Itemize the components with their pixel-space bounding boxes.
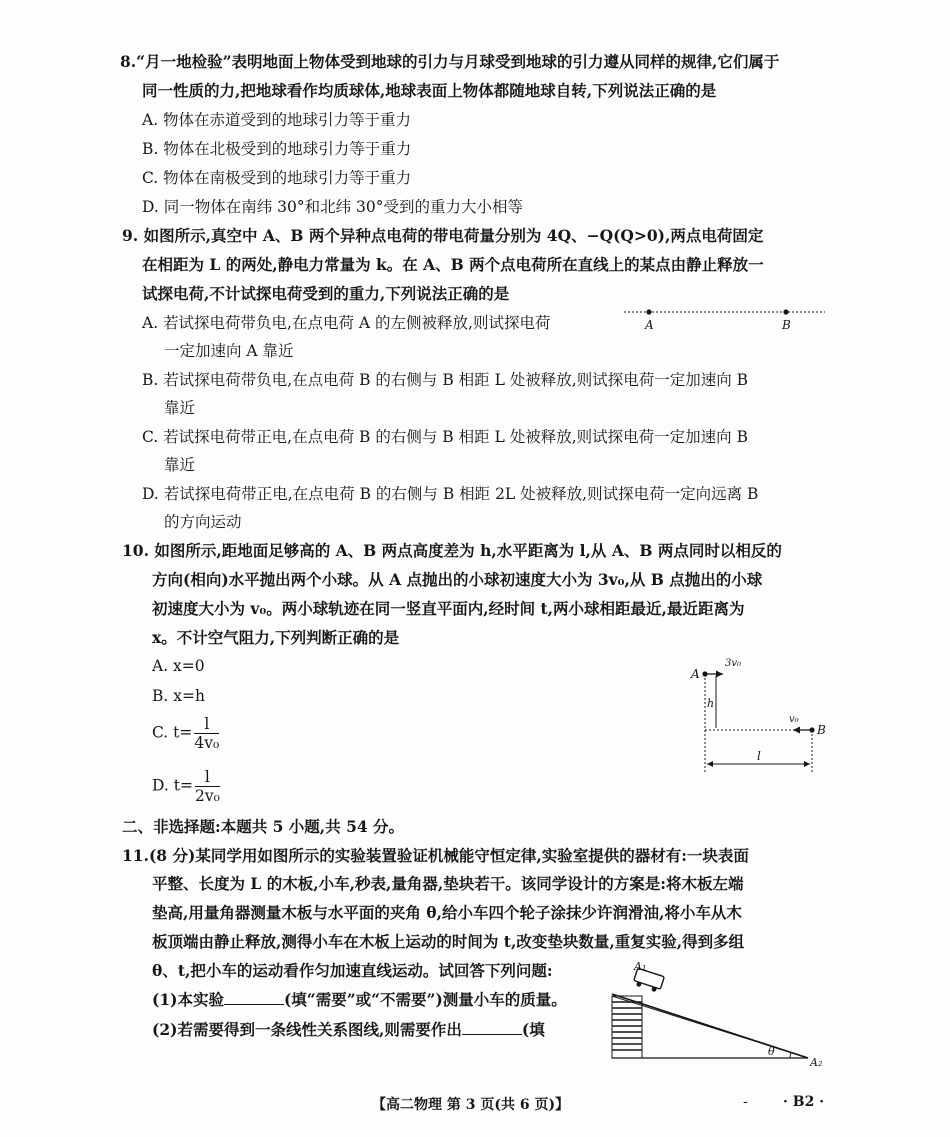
q10-option-c [152, 715, 219, 752]
footer-dash: - [743, 1094, 748, 1110]
q8-stem-line2: 同一性质的力,把地球看作均质球体,地球表面上物体都随地球自转,下列说法正确的是 [142, 81, 717, 100]
q10-label-a: A [691, 667, 700, 681]
q11-part2-suffix: (填 [521, 1020, 545, 1039]
q10-option-a: A. x=0 [152, 657, 205, 675]
q11-label-a1: A₁ [634, 960, 647, 973]
q9-stem-line3: 试探电荷,不计试探电荷受到的重力,下列说法正确的是 [142, 284, 510, 303]
q11-part1 [152, 988, 567, 1012]
q9-option-d-line2: 的方向运动 [164, 513, 242, 531]
section2-heading: 二、非选择题:本题共 5 小题,共 54 分。 [122, 817, 405, 836]
q10-label-b: B [817, 723, 826, 737]
q11-part2-blank[interactable] [462, 1020, 522, 1035]
q8-option-c: C. 物体在南极受到的地球引力等于重力 [142, 169, 412, 187]
q11-line3: 垫高,用量角器测量木板与水平面的夹角 θ,给小车四个轮子涂抹少许润滑油,将小车从木 [152, 903, 742, 922]
q10-stem-line2: 方向(相向)水平抛出两个小球。从 A 点抛出的小球初速度大小为 3v₀,从 B 点抛出的小球 [152, 570, 763, 589]
q8-stem-line1: 8.“月一地检验”表明地面上物体受到地球的引力与月球受到地球的引力遵从同样的规律,它们属于 [120, 52, 780, 71]
q9-stem-line1: 9. 如图所示,真空中 A、B 两个异种点电荷的带电荷量分别为 4Q、−Q(Q>0),两点电荷固定 [122, 226, 764, 245]
q9-option-a-line1: A. 若试探电荷带负电,在点电荷 A 的左侧被释放,则试探电荷 [142, 314, 551, 332]
q11-line4: 板顶端由静止释放,测得小车在木板上运动的时间为 t,改变垫块数量,重复实验,得到多组 [152, 932, 745, 951]
q11-label-a2: A₂ [810, 1056, 823, 1069]
q8-option-b: B. 物体在北极受到的地球引力等于重力 [142, 140, 412, 158]
q9-option-c-line2: 靠近 [164, 456, 196, 474]
q9-option-b-line1: B. 若试探电荷带负电,在点电荷 B 的右侧与 B 相距 L 处被释放,则试探电荷一定加速向 B [142, 371, 749, 389]
q9-option-d-line1: D. 若试探电荷带正电,在点电荷 B 的右侧与 B 相距 2L 处被释放,则试探电荷一定向远离 B [142, 485, 759, 503]
q10-stem-line1: 10. 如图所示,距地面足够高的 A、B 两点高度差为 h,水平距离为 l,从 A、B 两点同时以相反的 [122, 541, 782, 560]
q11-block-stack [612, 996, 642, 1058]
q9-option-a-line2: 一定加速向 A 靠近 [164, 342, 294, 360]
q9-charge-diagram [620, 300, 830, 340]
q9-stem-line2: 在相距为 L 的两处,静电力常量为 k。在 A、B 两个点电荷所在直线上的某点由静止释放一 [142, 255, 764, 274]
q9-option-b-line2: 靠近 [164, 399, 196, 417]
q10-stem-line3: 初速度大小为 v₀。两小球轨迹在同一竖直平面内,经时间 t,两小球相距最近,最近距离为 [152, 599, 745, 618]
q10-label-vb: v₀ [789, 714, 799, 725]
q11-part2-prefix: (2)若需要得到一条线性关系图线,则需要作出 [152, 1020, 462, 1039]
q11-part1-prefix: (1)本实验 [152, 990, 224, 1009]
q11-line2: 平整、长度为 L 的木板,小车,秒表,量角器,垫块若干。该同学设计的方案是:将木板左端 [152, 874, 744, 893]
q9-label-b: B [782, 318, 791, 332]
q10-option-c-denominator: 4v₀ [194, 734, 220, 752]
q11-line1: 11.(8 分)某同学用如图所示的实验装置验证机械能守恒定律,实验室提供的器材有:一块表面 [122, 846, 749, 865]
q9-label-a: A [645, 318, 654, 332]
q10-projectile-diagram [685, 652, 835, 782]
q10-option-d-fraction [195, 768, 220, 805]
q8-option-a: A. 物体在赤道受到的地球引力等于重力 [142, 111, 412, 129]
q10-option-c-numerator: l [194, 715, 219, 734]
page-footer: 【高二物理 第 3 页(共 6 页)】 [372, 1097, 570, 1113]
q11-part1-suffix: (填“需要”或“不需要”)测量小车的质量。 [283, 990, 567, 1009]
q10-option-b: B. x=h [152, 687, 205, 705]
q10-option-c-prefix: C. t= [152, 723, 193, 742]
q10-option-c-fraction [194, 715, 219, 752]
q10-option-d-denominator: 2v₀ [194, 787, 220, 805]
q11-part2 [152, 1018, 545, 1042]
q11-line5: θ、t,把小车的运动看作匀加速直线运动。试回答下列问题: [152, 961, 553, 980]
q10-option-d [152, 768, 220, 805]
q11-part1-blank[interactable] [224, 990, 284, 1005]
q10-label-va: 3v₀ [725, 658, 742, 669]
q11-label-theta: θ [768, 1045, 775, 1058]
q11-incline-diagram [608, 960, 833, 1070]
q10-stem-line4: x。不计空气阻力,下列判断正确的是 [152, 628, 400, 647]
q10-option-d-numerator: l [195, 768, 220, 787]
q8-option-d: D. 同一物体在南纬 30°和北纬 30°受到的重力大小相等 [142, 198, 524, 216]
q10-label-l: l [757, 749, 761, 763]
footer-code: · B2 · [783, 1094, 825, 1110]
q10-label-h: h [707, 697, 715, 710]
q9-option-c-line1: C. 若试探电荷带正电,在点电荷 B 的右侧与 B 相距 L 处被释放,则试探电荷一定加速向 B [142, 428, 748, 446]
q10-option-d-prefix: D. t= [152, 776, 193, 795]
q11-angle-arc [790, 1053, 791, 1059]
q9-charge-a-dot [646, 309, 651, 314]
q9-charge-b-dot [783, 309, 788, 314]
